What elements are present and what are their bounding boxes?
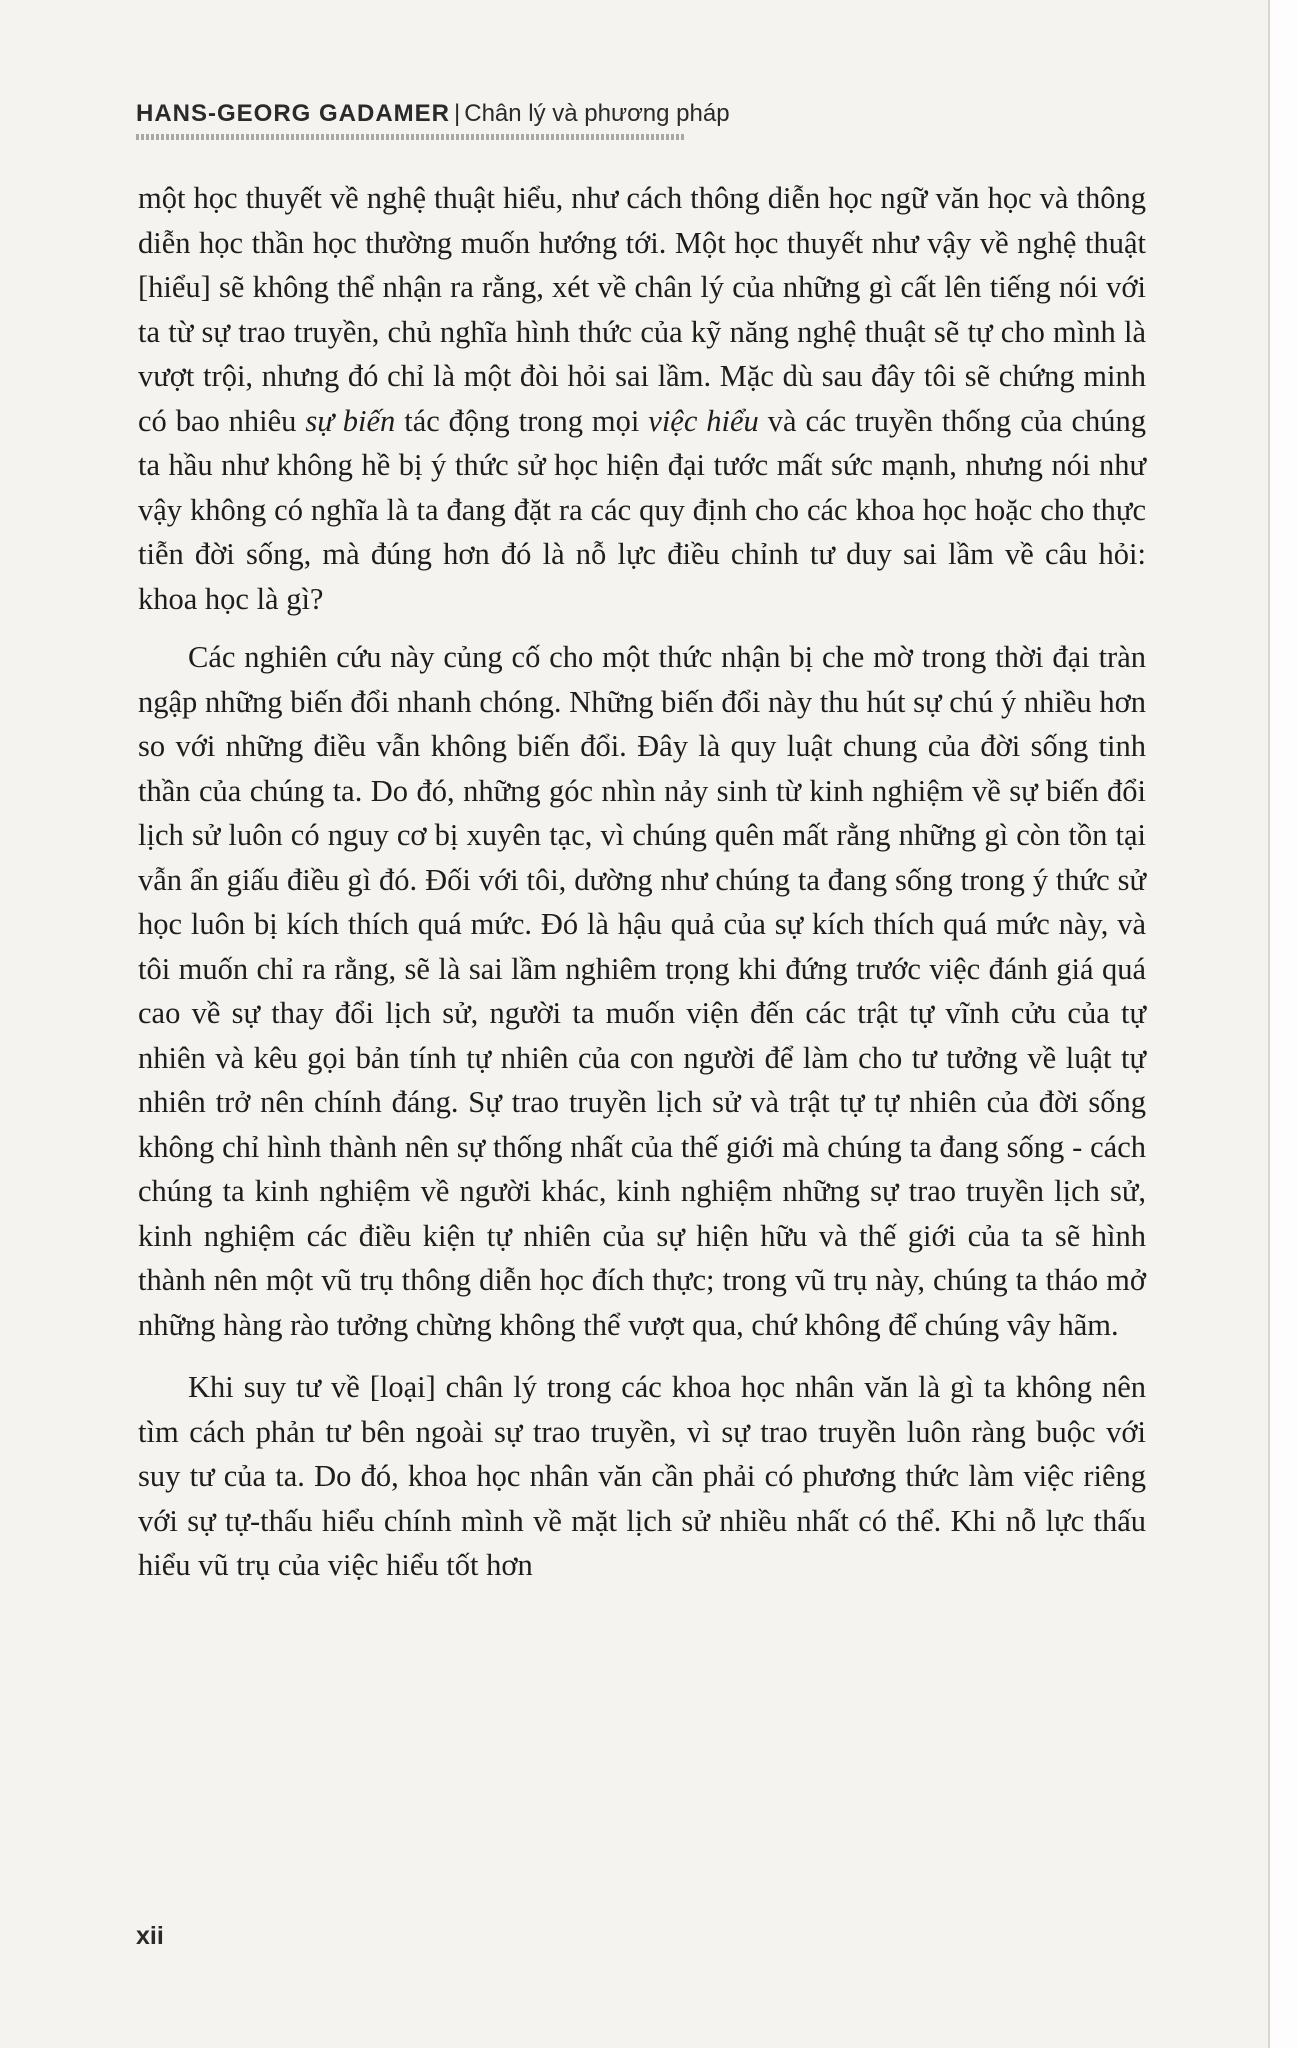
header-book-title: Chân lý và phương pháp — [464, 100, 730, 127]
paragraph-3 — [138, 1365, 1146, 1588]
paragraph-2-text: Các nghiên cứu này củng cố cho một thức nhận bị che mờ trong thời đại tràn ngập những biến đổi nhanh chóng. Những biến đổi này thu hút sự chú ý nhiều hơn so với những điều vẫn không biến đổi. Đây là quy luật chung của đời sống tinh thần của chúng ta. Do đó, những góc nhìn nảy sinh từ kinh nghiệm về sự biến đổi lịch sử luôn có nguy cơ bị xuyên tạc, vì chúng quên mất rằng những gì còn tồn tại vẫn ẩn giấu điều gì đó. Đối với tôi, dường như chúng ta đang sống trong ý thức sử học luôn bị kích thích quá mức. Đó là hậu quả của sự kích thích quá mức này, và tôi muốn chỉ ra rằng, sẽ là sai lầm nghiêm trọng khi đứng trước việc đánh giá quá cao về sự thay đổi lịch sử, người ta muốn viện đến các trật tự vĩnh cửu của tự nhiên và kêu gọi bản tính tự nhiên của con người để làm cho tư tưởng về luật tự nhiên trở nên chính đáng. Sự trao truyền lịch sử và trật tự tự nhiên của đời sống không chỉ hình thành nên sự thống nhất của thế giới mà chúng ta đang sống - cách chúng ta kinh nghiệm về người khác, kinh nghiệm những sự trao truyền lịch sử, kinh nghiệm các điều kiện tự nhiên của sự hiện hữu và thế giới của ta sẽ hình thành nên một vũ trụ thông diễn học đích thực; trong vũ trụ này, chúng ta tháo mở những hàng rào tưởng chừng không thể vượt qua, chứ không để chúng vây hãm. — [138, 640, 1146, 1342]
paragraph-1-italic-viec-hieu: việc hiểu — [648, 403, 759, 438]
header-author: HANS-GEORG GADAMER — [136, 100, 451, 127]
header-underline — [136, 134, 684, 140]
header-separator: | — [454, 100, 461, 127]
paragraph-3-text: Khi suy tư về [loại] chân lý trong các khoa học nhân văn là gì ta không nên tìm cách phản tư bên ngoài sự trao truyền, vì sự trao truyền luôn ràng buộc với suy tư của ta. Do đó, khoa học nhân văn cần phải có phương thức làm việc riêng với sự tự-thấu hiểu chính mình về mặt lịch sử nhiều nhất có thể. Khi nỗ lực thấu hiểu vũ trụ của việc hiểu tốt hơn — [138, 1370, 1146, 1582]
paragraph-1-italic-su-bien: sự biến — [305, 403, 396, 438]
body-text — [138, 176, 1146, 1588]
paragraph-1-segment-3: tác động trong mọi — [395, 403, 649, 438]
paragraph-1-segment-5: và các truyền thống của chúng ta hầu như không hề bị ý thức sử học hiện đại tước mất sức mạnh, nhưng nói như vậy không có nghĩa là ta đang đặt ra các quy định cho các khoa học hoặc cho thực tiễn đời sống, mà đúng hơn đó là nỗ lực điều chỉnh tư duy sai lầm về câu hỏi: khoa học là gì? — [138, 403, 1146, 616]
scan-edge — [1268, 0, 1298, 2048]
paragraph-1 — [138, 176, 1146, 621]
paragraph-1-segment-1: một học thuyết về nghệ thuật hiểu, như cách thông diễn học ngữ văn học và thông diễn học thần học thường muốn hướng tới. Một học thuyết như vậy về nghệ thuật [hiểu] sẽ không thể nhận ra rằng, xét về chân lý của những gì cất lên tiếng nói với ta từ sự trao truyền, chủ nghĩa hình thức của kỹ năng nghệ thuật sẽ tự cho mình là vượt trội, nhưng đó chỉ là một đòi hỏi sai lầm. Mặc dù sau đây tôi sẽ chứng minh có bao nhiêu — [138, 181, 1146, 438]
paragraph-2 — [138, 635, 1146, 1347]
page-number: xii — [136, 1922, 164, 1950]
running-header — [136, 100, 730, 128]
